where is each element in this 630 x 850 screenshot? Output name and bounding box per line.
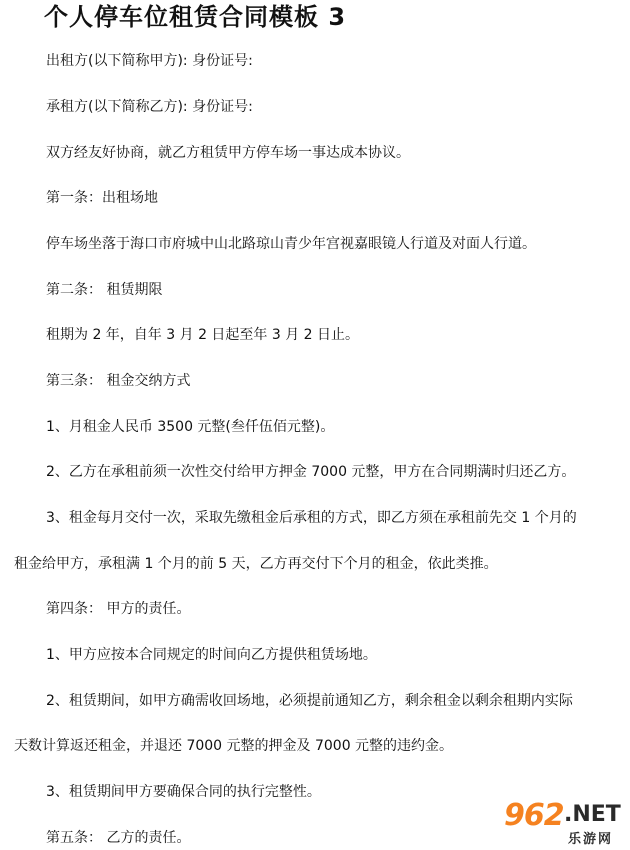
article-1-body: 停车场坐落于海口市府城中山北路琼山青少年宫视嘉眼镜人行道及对面人行道。 (46, 236, 536, 252)
article-4-heading: 第四条： 甲方的责任。 (46, 601, 191, 617)
article-3-item-3: 3、租金每月交付一次，采取先缴租金后承租的方式，即乙方须在承租前先交 1 个月的 (46, 510, 577, 526)
site-watermark-logo (498, 798, 626, 848)
watermark-suffix: .NET (564, 802, 621, 827)
article-5-heading: 第五条： 乙方的责任。 (46, 830, 191, 846)
article-2-body: 租期为 2 年，自年 3 月 2 日起至年 3 月 2 日止。 (46, 327, 360, 343)
article-3-item-1: 1、月租金人民币 3500 元整(叁仟伍佰元整)。 (46, 419, 335, 435)
article-4-item-3: 3、租赁期间甲方要确保合同的执行完整性。 (46, 784, 321, 800)
article-3-heading: 第三条： 租金交纳方式 (46, 373, 191, 389)
article-3-item-3-continued: 租金给甲方，承租满 1 个月的前 5 天，乙方再交付下个月的租金，依此类推。 (14, 556, 498, 572)
paragraph-lessee: 承租方(以下简称乙方): 身份证号: (46, 99, 253, 115)
watermark-site-name: 乐游网 (568, 832, 614, 847)
article-4-item-2-continued: 天数计算返还租金，并退还 7000 元整的押金及 7000 元整的违约金。 (14, 738, 454, 754)
article-3-item-2: 2、乙方在承租前须一次性交付给甲方押金 7000 元整，甲方在合同期满时归还乙方。 (46, 464, 576, 480)
paragraph-lessor: 出租方(以下简称甲方): 身份证号: (46, 53, 253, 69)
watermark-number: 962 (504, 798, 564, 833)
article-4-item-2: 2、租赁期间，如甲方确需收回场地，必须提前通知乙方，剩余租金以剩余租期内实际 (46, 693, 573, 709)
paragraph-agreement: 双方经友好协商，就乙方租赁甲方停车场一事达成本协议。 (46, 145, 410, 161)
article-2-heading: 第二条： 租赁期限 (46, 282, 163, 298)
article-1-heading: 第一条：出租场地 (46, 190, 158, 206)
document-title: 个人停车位租赁合同模板 3 (44, 3, 347, 31)
article-4-item-1: 1、甲方应按本合同规定的时间向乙方提供租赁场地。 (46, 647, 377, 663)
